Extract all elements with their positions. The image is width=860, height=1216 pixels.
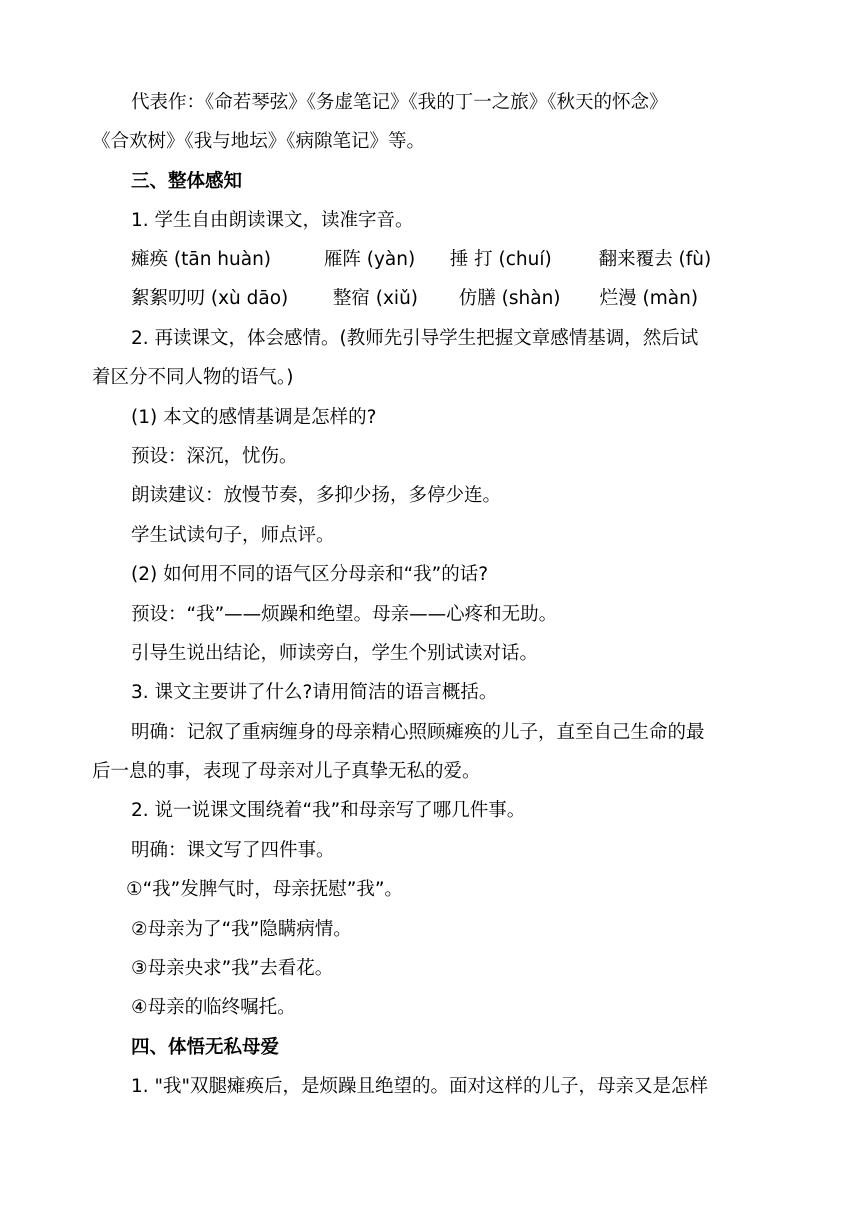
pinyin-item: 雁阵 (yàn)	[323, 249, 416, 270]
text-line: 明确：课文写了四件事。	[131, 840, 335, 861]
pinyin-item: 絮絮叨叨 (xù dāo)	[131, 288, 289, 309]
pinyin-item: 瘫痪 (tān huàn)	[131, 249, 272, 270]
list-item: ②母亲为了“我”隐瞒病情。	[131, 919, 352, 940]
pinyin-row	[131, 248, 711, 272]
text-line: 预设：深沉，忧伤。	[131, 446, 298, 467]
pinyin-item: 烂漫 (màn)	[599, 288, 699, 309]
text-line: 2. 再读课文，体会感情。(教师先引导学生把握文章感情基调，然后试	[131, 328, 699, 349]
pinyin-item: 整宿 (xiǔ)	[332, 288, 419, 309]
text-line: 2. 说一说课文围绕着“我”和母亲写了哪几件事。	[131, 800, 526, 821]
text-line: 后一息的事，表现了母亲对儿子真挚无私的爱。	[92, 761, 481, 782]
list-item: ④母亲的临终嘱托。	[131, 997, 296, 1018]
section-heading: 四、体悟无私母爱	[131, 1037, 280, 1058]
text-line: 明确：记叙了重病缠身的母亲精心照顾瘫痪的儿子，直至自己生命的最	[131, 722, 705, 743]
text-line: 预设：“我”——烦躁和绝望。母亲——心疼和无助。	[131, 604, 558, 625]
text-line: 引导生说出结论，师读旁白，学生个别试读对话。	[131, 643, 539, 664]
pinyin-item: 捶 打 (chuí)	[449, 249, 552, 270]
section-heading: 三、整体感知	[131, 171, 243, 192]
pinyin-row	[131, 287, 698, 311]
pinyin-item: 翻来覆去 (fù)	[598, 249, 712, 270]
text-line: (2) 如何用不同的语气区分母亲和“我”的话?	[131, 564, 489, 585]
text-line: 《合欢树》《我与地坛》《病隙笔记》等。	[92, 131, 426, 152]
text-line: 学生试读句子，师点评。	[131, 525, 335, 546]
list-item: ①“我”发脾气时，母亲抚慰”我”。	[126, 879, 403, 900]
text-line: 朗读建议：放慢节奏，多抑少扬，多停少连。	[131, 485, 502, 506]
text-line: 1. "我"双腿瘫痪后，是烦躁且绝望的。面对这样的儿子，母亲又是怎样	[131, 1076, 709, 1097]
text-line: (1) 本文的感情基调是怎样的?	[131, 407, 377, 428]
text-line: 3. 课文主要讲了什么?请用简洁的语言概括。	[131, 682, 498, 703]
list-item: ③母亲央求”我”去看花。	[131, 958, 334, 979]
text-line: 1. 学生自由朗读课文，读准字音。	[131, 210, 414, 231]
pinyin-item: 仿膳 (shàn)	[458, 288, 561, 309]
text-line: 着区分不同人物的语气。)	[92, 367, 294, 388]
text-line: 代表作：《命若琴弦》《务虚笔记》《我的丁一之旅》《秋天的怀念》	[131, 92, 668, 113]
